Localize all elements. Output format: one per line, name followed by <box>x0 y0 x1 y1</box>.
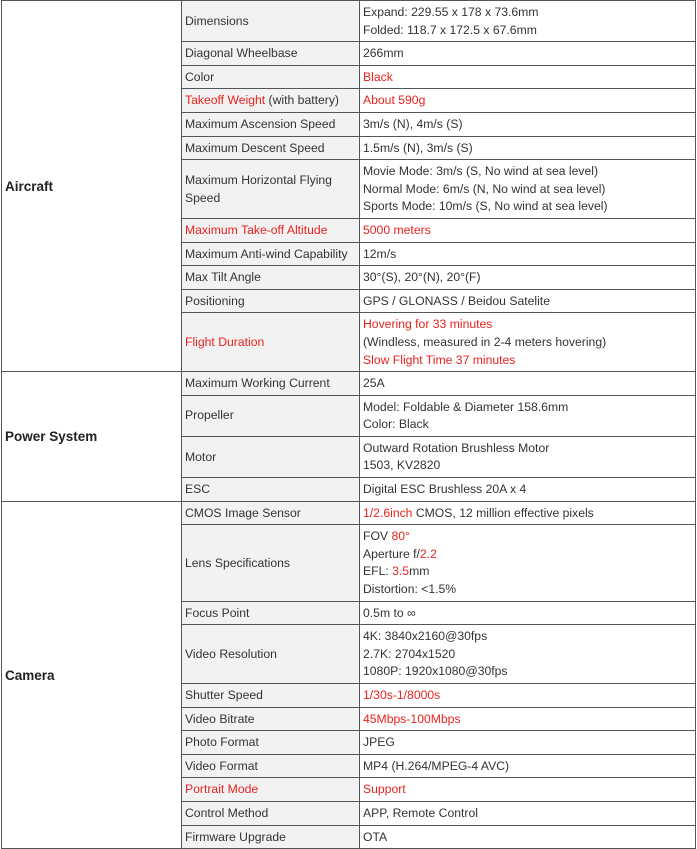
spec-label <box>182 89 360 113</box>
spec-value-line <box>363 440 692 458</box>
spec-value-text: 3.5 <box>392 564 410 579</box>
spec-value-line <box>363 269 692 287</box>
spec-table <box>1 0 696 849</box>
spec-value <box>360 242 696 266</box>
spec-value-text: Color: Black <box>363 417 429 432</box>
spec-value-text: 12m/s <box>363 246 397 261</box>
spec-value-line <box>363 4 692 22</box>
spec-value-text: JPEG <box>363 735 395 750</box>
spec-value <box>360 289 696 313</box>
spec-value-text: 2.2 <box>419 546 437 561</box>
spec-value <box>360 754 696 778</box>
spec-value-text: 25A <box>363 376 385 391</box>
spec-label <box>182 65 360 89</box>
spec-label-text: Motor <box>185 449 217 464</box>
spec-value-line <box>363 687 692 705</box>
spec-value-line <box>363 399 692 417</box>
spec-label-text: Dimensions <box>185 13 249 28</box>
spec-value-text: Movie Mode: 3m/s (S, No wind at sea level) <box>363 164 599 179</box>
spec-value <box>360 218 696 242</box>
spec-value <box>360 112 696 136</box>
spec-label <box>182 242 360 266</box>
spec-value-line <box>363 628 692 646</box>
spec-value-text: Folded: 118.7 x 172.5 x 67.6mm <box>363 22 537 37</box>
spec-value-line <box>363 581 692 599</box>
spec-value <box>360 625 696 684</box>
spec-value-line <box>363 829 692 847</box>
spec-value-text: Aperture f/ <box>363 546 420 561</box>
spec-label <box>182 313 360 372</box>
spec-value-line <box>363 246 692 264</box>
spec-value-text: CMOS, 12 million effective pixels <box>412 505 594 520</box>
spec-value-text: mm <box>409 564 430 579</box>
spec-value <box>360 266 696 290</box>
spec-table-body <box>2 1 696 849</box>
spec-label <box>182 136 360 160</box>
spec-value-text: 1503, KV2820 <box>363 458 441 473</box>
spec-value-line <box>363 69 692 87</box>
spec-value-line <box>363 375 692 393</box>
spec-value <box>360 372 696 396</box>
spec-label <box>182 525 360 601</box>
spec-label <box>182 501 360 525</box>
spec-label <box>182 266 360 290</box>
spec-value-text: Support <box>363 782 406 797</box>
spec-value-text: About 590g <box>363 93 426 108</box>
spec-value <box>360 601 696 625</box>
spec-value-line <box>363 416 692 434</box>
spec-value-line <box>363 646 692 664</box>
spec-value-text: Outward Rotation Brushless Motor <box>363 440 550 455</box>
spec-value-text: Black <box>363 69 393 84</box>
spec-row <box>2 1 696 42</box>
spec-value-text: MP4 (H.264/MPEG-4 AVC) <box>363 758 510 773</box>
spec-row <box>2 501 696 525</box>
spec-label-text: Lens Specifications <box>185 555 291 570</box>
spec-value <box>360 89 696 113</box>
spec-label <box>182 436 360 477</box>
spec-value-text: 2.7K: 2704x1520 <box>363 646 456 661</box>
spec-value-line <box>363 663 692 681</box>
spec-label-text: Positioning <box>185 293 245 308</box>
spec-value-line <box>363 316 692 334</box>
spec-value-line <box>363 198 692 216</box>
spec-value-line <box>363 711 692 729</box>
spec-label-text: Maximum Anti-wind Capability <box>185 246 348 261</box>
spec-value-text: 0.5m to ∞ <box>363 605 416 620</box>
spec-value-line <box>363 222 692 240</box>
spec-label <box>182 825 360 849</box>
spec-row <box>2 372 696 396</box>
spec-label-text: Color <box>185 69 215 84</box>
section-title: Aircraft <box>2 1 182 372</box>
spec-value-line <box>363 457 692 475</box>
spec-value <box>360 160 696 219</box>
spec-value-line <box>363 505 692 523</box>
spec-label <box>182 731 360 755</box>
spec-label <box>182 801 360 825</box>
spec-label-text: Diagonal Wheelbase <box>185 46 298 61</box>
spec-value-text: 1/30s-1/8000s <box>363 688 441 702</box>
spec-label-text: Control Method <box>185 805 269 820</box>
spec-value-line <box>363 140 692 158</box>
spec-label <box>182 289 360 313</box>
spec-value-text: Model: Foldable & Diameter 158.6mm <box>363 399 569 414</box>
spec-value <box>360 707 696 731</box>
spec-label <box>182 42 360 66</box>
spec-label-text: Shutter Speed <box>185 688 263 702</box>
spec-label <box>182 754 360 778</box>
spec-value-line <box>363 116 692 134</box>
spec-value <box>360 684 696 708</box>
spec-value-text: Hovering for 33 minutes <box>363 317 493 332</box>
spec-value-text: 80° <box>391 529 410 544</box>
spec-label-text: Propeller <box>185 408 234 423</box>
spec-value-line <box>363 334 692 352</box>
spec-label-text: ESC <box>185 482 211 497</box>
spec-label-text: Maximum Horizontal Flying Speed <box>185 172 332 205</box>
spec-label <box>182 160 360 219</box>
spec-value-line <box>363 781 692 799</box>
spec-label <box>182 478 360 502</box>
spec-value-line <box>363 528 692 546</box>
spec-value <box>360 1 696 42</box>
spec-value-line <box>363 45 692 63</box>
spec-value-text: Digital ESC Brushless 20A x 4 <box>363 482 527 497</box>
spec-value-line <box>363 734 692 752</box>
spec-label <box>182 372 360 396</box>
spec-label-text: Maximum Ascension Speed <box>185 116 336 131</box>
spec-label-text: Portrait Mode <box>185 782 259 797</box>
spec-label <box>182 218 360 242</box>
spec-value-text: 45Mbps-100Mbps <box>363 711 461 726</box>
spec-label <box>182 395 360 436</box>
spec-value <box>360 731 696 755</box>
spec-value-text: 1/2.6inch <box>363 505 413 520</box>
spec-label <box>182 684 360 708</box>
spec-value <box>360 42 696 66</box>
spec-value-line <box>363 92 692 110</box>
spec-label <box>182 625 360 684</box>
spec-value-line <box>363 805 692 823</box>
spec-value-line <box>363 163 692 181</box>
spec-value-text: 1.5m/s (N), 3m/s (S) <box>363 140 473 155</box>
spec-value-text: 1080P: 1920x1080@30fps <box>363 664 508 679</box>
spec-value <box>360 825 696 849</box>
spec-value <box>360 501 696 525</box>
spec-label-text: (with battery) <box>265 93 339 108</box>
spec-value <box>360 136 696 160</box>
spec-label-text: Maximum Take-off Altitude <box>185 222 328 237</box>
spec-value-text: Sports Mode: 10m/s (S, No wind at sea level) <box>363 199 608 214</box>
spec-value <box>360 313 696 372</box>
spec-value-text: (Windless, measured in 2-4 meters hovering) <box>363 334 607 349</box>
spec-value-text: Distortion: <1.5% <box>363 582 457 597</box>
section-title: Power System <box>2 372 182 502</box>
spec-value <box>360 65 696 89</box>
spec-value-text: EFL: <box>363 564 393 579</box>
spec-value-text: Expand: 229.55 x 178 x 73.6mm <box>363 5 539 19</box>
spec-value-text: Normal Mode: 6m/s (N, No wind at sea level) <box>363 181 606 196</box>
spec-label-text: Focus Point <box>185 605 250 620</box>
spec-value-line <box>363 22 692 40</box>
spec-label-text: Video Bitrate <box>185 711 255 726</box>
spec-label-text: Takeoff Weight <box>185 93 266 108</box>
spec-value-line <box>363 758 692 776</box>
spec-label <box>182 601 360 625</box>
spec-label-text: Video Format <box>185 758 258 773</box>
spec-label-text: Maximum Working Current <box>185 376 330 391</box>
spec-label <box>182 1 360 42</box>
spec-value <box>360 778 696 802</box>
spec-value-text: 3m/s (N), 4m/s (S) <box>363 116 463 131</box>
spec-value-line <box>363 546 692 564</box>
spec-label <box>182 112 360 136</box>
spec-value-text: 30°(S), 20°(N), 20°(F) <box>363 270 481 285</box>
spec-value-text: GPS / GLONASS / Beidou Satelite <box>363 293 550 308</box>
spec-label-text: Flight Duration <box>185 334 265 349</box>
spec-value <box>360 525 696 601</box>
spec-label-text: Firmware Upgrade <box>185 829 286 844</box>
spec-value-text: FOV <box>363 529 392 544</box>
spec-value-text: Slow Flight Time 37 minutes <box>363 352 516 367</box>
spec-value <box>360 801 696 825</box>
spec-value-line <box>363 181 692 199</box>
spec-label-text: Max Tilt Angle <box>185 270 261 285</box>
spec-label-text: Video Resolution <box>185 646 277 661</box>
spec-value-text: OTA <box>363 829 388 844</box>
spec-value-line <box>363 605 692 623</box>
spec-value-text: 4K: 3840x2160@30fps <box>363 629 488 644</box>
spec-label <box>182 707 360 731</box>
spec-label-text: Photo Format <box>185 735 259 750</box>
spec-value <box>360 436 696 477</box>
spec-value-line <box>363 352 692 370</box>
spec-value-text: 5000 meters <box>363 222 431 237</box>
spec-value-line <box>363 481 692 499</box>
section-title: Camera <box>2 501 182 849</box>
spec-label-text: Maximum Descent Speed <box>185 140 325 155</box>
spec-value-line <box>363 563 692 581</box>
spec-value-text: 266mm <box>363 46 404 61</box>
spec-value-line <box>363 293 692 311</box>
spec-value <box>360 478 696 502</box>
spec-label <box>182 778 360 802</box>
spec-label-text: CMOS Image Sensor <box>185 505 301 520</box>
spec-value-text: APP, Remote Control <box>363 805 478 820</box>
spec-value <box>360 395 696 436</box>
